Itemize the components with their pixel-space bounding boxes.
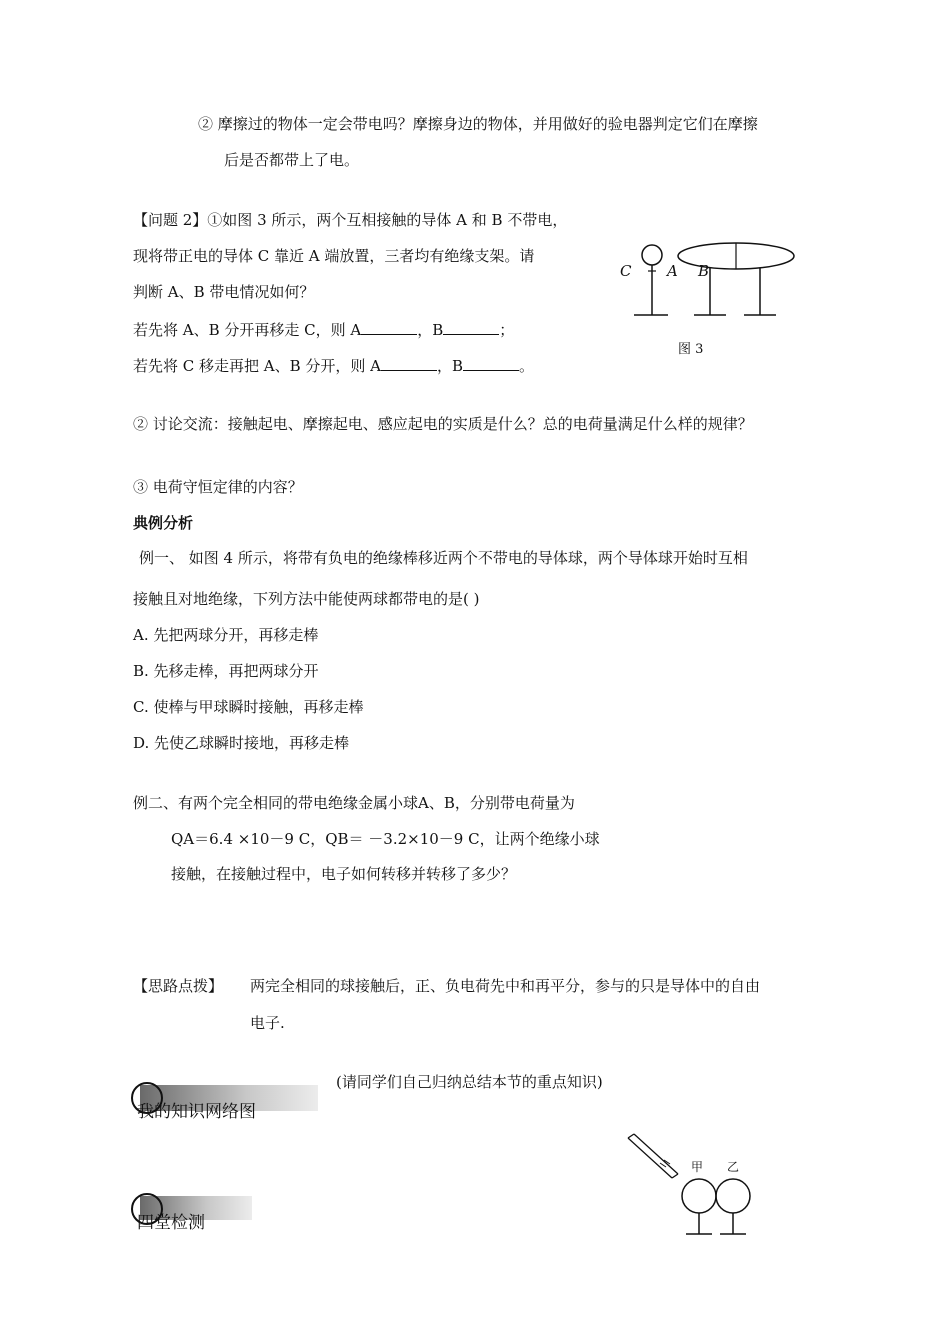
- problem2-line3: 判断 A、B 带电情况如何？: [133, 283, 315, 301]
- figure3-label-b: B: [698, 262, 710, 280]
- discussion-question: ② 讨论交流：接触起电、摩擦起电、感应起电的实质是什么？总的电荷量满足什么样的规律？: [133, 415, 753, 433]
- answer-blank-a2[interactable]: [381, 358, 437, 371]
- summary-note: (请同学们自己归纳总结本节的重点知识): [336, 1073, 603, 1091]
- problem2-line4-end: ；: [499, 321, 515, 339]
- problem2-line5: [133, 358, 534, 374]
- hint-label: 【思路点拨】: [133, 977, 224, 995]
- example2-line1: 例二、有两个完全相同的带电绝缘金属小球A、B，分别带电荷量为: [133, 794, 575, 812]
- example1-line1: 例一、 如图 4 所示，将带有负电的绝缘棒移近两个不带电的导体球，两个导体球开始时互相: [139, 549, 748, 567]
- figure4-label-yi: 乙: [727, 1160, 740, 1174]
- figure3-caption: 图 3: [678, 342, 704, 357]
- figure4-label-jia: 甲: [691, 1160, 704, 1174]
- answer-blank-b1[interactable]: [443, 322, 499, 335]
- question-2-line2: 后是否都带上了电。: [224, 151, 360, 169]
- example1-option-b: B. 先移走棒，再把两球分开: [133, 662, 319, 680]
- figure-4-spheres-diagram: [620, 1130, 770, 1245]
- section3-title: 我的知识网络图: [137, 1102, 256, 1122]
- question-2-line1: ② 摩擦过的物体一定会带电吗？摩擦身边的物体，并用做好的验电器判定它们在摩擦: [198, 115, 758, 133]
- example1-option-c: C. 使棒与甲球瞬时接触，再移走棒: [133, 698, 364, 716]
- problem2-line4-mid: ，B: [417, 321, 444, 339]
- example1-option-d: D. 先使乙球瞬时接地，再移走棒: [133, 734, 350, 752]
- figure3-label-c: C: [620, 262, 632, 280]
- figure-3-conductors-diagram: [610, 235, 810, 325]
- section4-title: 四堂检测: [137, 1213, 205, 1233]
- figure3-label-a: A: [667, 262, 678, 280]
- example1-line2: 接触且对地绝缘，下列方法中能使两球都带电的是( ): [133, 590, 480, 608]
- conservation-question: ③ 电荷守恒定律的内容？: [133, 478, 303, 496]
- hint-line2: 电子.: [250, 1014, 285, 1032]
- problem2-line1: 【问题 2】①如图 3 所示，两个互相接触的导体 A 和 B 不带电，: [133, 211, 568, 229]
- example1-option-a: A. 先把两球分开，再移走棒: [133, 626, 319, 644]
- example2-line2: QA＝6.4 ×10－9 C，QB＝ －3.2×10－9 C，让两个绝缘小球: [171, 830, 600, 848]
- problem2-line5-prefix: 若先将 C 移走再把 A、B 分开，则 A: [133, 357, 382, 375]
- example2-line3: 接触，在接触过程中，电子如何转移并转移了多少？: [171, 865, 517, 883]
- answer-blank-b2[interactable]: [463, 358, 519, 371]
- problem2-line2: 现将带正电的导体 C 靠近 A 端放置，三者均有绝缘支架。请: [133, 247, 535, 265]
- problem2-line5-mid: ，B: [437, 357, 464, 375]
- examples-heading: 典例分析: [133, 514, 194, 532]
- hint-line1: 两完全相同的球接触后，正、负电荷先中和再平分，参与的只是导体中的自由: [250, 977, 761, 995]
- answer-blank-a1[interactable]: [361, 322, 417, 335]
- problem2-line4: [133, 322, 514, 338]
- problem2-line5-end: 。: [519, 357, 535, 375]
- problem2-line4-prefix: 若先将 A、B 分开再移走 C，则 A: [133, 321, 362, 339]
